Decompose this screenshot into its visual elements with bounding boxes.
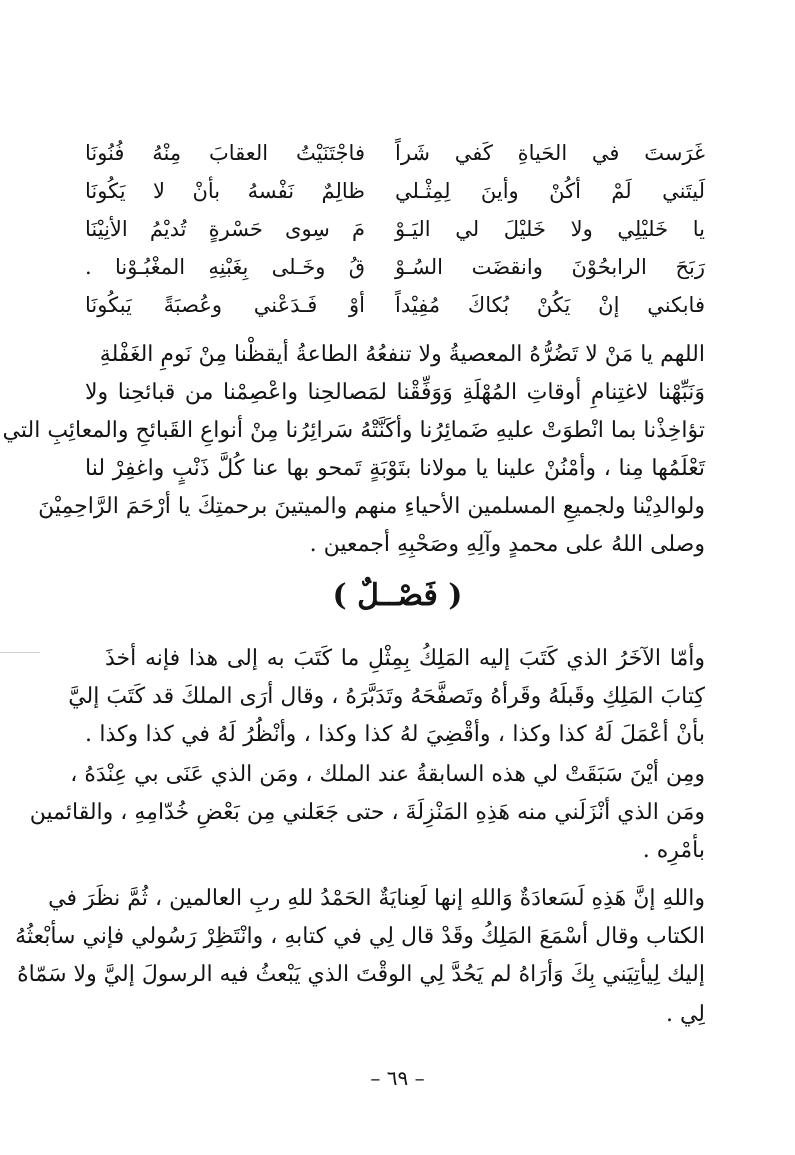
page-number: – ٦٩ – bbox=[370, 1066, 425, 1090]
text-line: إليك لِيأتِيَني بِكَ وَأرَاهُ لم يَحُدَّ لِي الوقْتَ الذي يَبْعثُ فيه الرسولَ إليَّ ولا سَمّاهُ bbox=[17, 962, 705, 987]
text-line: ولوالدِيْنا ولجميعِ المسلمين الأحياءِ منهم والميتينَ برحمتِكَ يا أرْحَمَ الرَّاحِمِيْنَ bbox=[38, 494, 705, 519]
poem-verse bbox=[85, 210, 705, 250]
verse-first-hemistich: يا خَليْلِي ولا خَليْلَ لي اليَـوْ bbox=[395, 217, 705, 241]
text-line: ومَن الذي أنْزَلَني منه هَذِهِ المَنْزِلَةَ ، حتى جَعَلني مِن بَعْضِ خُدّامِهِ ، والقائمين bbox=[29, 800, 705, 825]
text-line: كِتابَ المَلِكِ وقَبلَهُ وقَرأهُ وتَصفَّحَهُ وتَدَبَّرَهُ ، وقال أرَى الملكَ قد كَتَبَ إليَّ bbox=[68, 684, 705, 709]
text-line: وأمّا الآخَرُ الذي كَتَبَ إليه المَلِكُ بِمِثْلِ ما كَتَبَ به إلى هذا فإنه أخذَ bbox=[105, 646, 705, 671]
text-line: بأنْ أعْمَلَ لَهُ كذا وكذا ، وأقْضِيَ لهُ كذا وكذا ، وأنْظُرُ لَهُ في كذا وكذا . bbox=[85, 722, 705, 747]
text-line: تَعْلَمُها مِنا ، وأمْنُنْ علينا يا مولانا بتَوْبَةٍ تَمحو بها عنا كُلَّ ذَنْبٍ واغفِرْ لنا bbox=[85, 456, 705, 481]
text-line: الكتاب وقال أسْمَعَ المَلِكُ وقَدْ قال لِي في كتابهِ ، وانْتَظِرْ رَسُولي فإني سأبْعثُهُ bbox=[15, 924, 705, 949]
verse-second-hemistich: ظالِمٌ نَفْسهُ بأنْ لا يَكُونَا bbox=[85, 179, 365, 203]
text-line: واللهِ إنَّ هَذِهِ لَسَعادَةٌ وَاللهِ إنها لَعِنايَةٌ الحَمْدُ للهِ ربِ العالمين ، ثُمَّ نظَرَ في bbox=[48, 886, 705, 911]
text-line: ومِن أيْنَ سَبَقَتْ لي هذه السابقةُ عند الملك ، ومَن الذي عَنَى بي عِنْدَهُ ، bbox=[70, 762, 705, 787]
text-line: بأمْرِه . bbox=[642, 838, 705, 863]
verse-second-hemistich: مَ سِوى حَسْرةٍ تُديْمُ الأنِيْنَا bbox=[85, 217, 365, 241]
verse-second-hemistich: فاجْتَنَيْتُ العقابَ مِنْهُ فُنُونَا bbox=[85, 141, 365, 165]
verse-second-hemistich: أوْ فَـدَعْني وعُصبَةً يَبكُونَا bbox=[85, 293, 365, 317]
poem-verse bbox=[85, 134, 705, 174]
poem-verse bbox=[85, 248, 705, 288]
text-line: لِي . bbox=[665, 1002, 705, 1027]
poem-verse bbox=[85, 172, 705, 212]
verse-second-hemistich: قُ وخَـلى بِغَبْنِهِ المغْبُـوْنا . bbox=[85, 255, 365, 279]
verse-first-hemistich: فابكني إنْ يَكُنْ بُكاكَ مُفِيْداً bbox=[395, 293, 705, 317]
text-line: اللهم يا مَنْ لا تَضُرُّهُ المعصيةُ ولا تنفعُهُ الطاعةُ أيقظْنا مِنْ نَومِ الغَفْلةِ bbox=[99, 342, 705, 367]
text-line: وصلى اللهُ على محمدٍ وآلِهِ وصَحْبِهِ أجمعين . bbox=[309, 532, 705, 557]
verse-first-hemistich: رَبَحَ الرابحُوْنَ وانقضَت السُـوْ bbox=[395, 255, 705, 279]
text-line: وَنَبِّهْنا لاغتِنامِ أوقاتِ المُهْلَةِ وَوَفِّقْنا لمَصالحِنا واعْصِمْنا من قبائحِنا ولا bbox=[85, 380, 705, 405]
scan-edge-mark bbox=[0, 652, 40, 653]
section-heading: ( فَصْــلٌ ) bbox=[332, 578, 463, 613]
text-line: تؤاخِذْنا بما انْطوَتْ عليهِ ضَمائِرُنا وأكَنَّتْهُ سَرائِرُنا مِنْ أنواعِ القَبائحِ والمعائِبِ التي bbox=[2, 418, 705, 443]
poem-verse bbox=[85, 286, 705, 326]
verse-first-hemistich: غَرَستَ في الحَياةِ كَفي شَراً bbox=[395, 141, 705, 165]
verse-first-hemistich: لَيتَني لَمْ أكُنْ وأينَ لِمِثْـلي bbox=[395, 179, 705, 203]
